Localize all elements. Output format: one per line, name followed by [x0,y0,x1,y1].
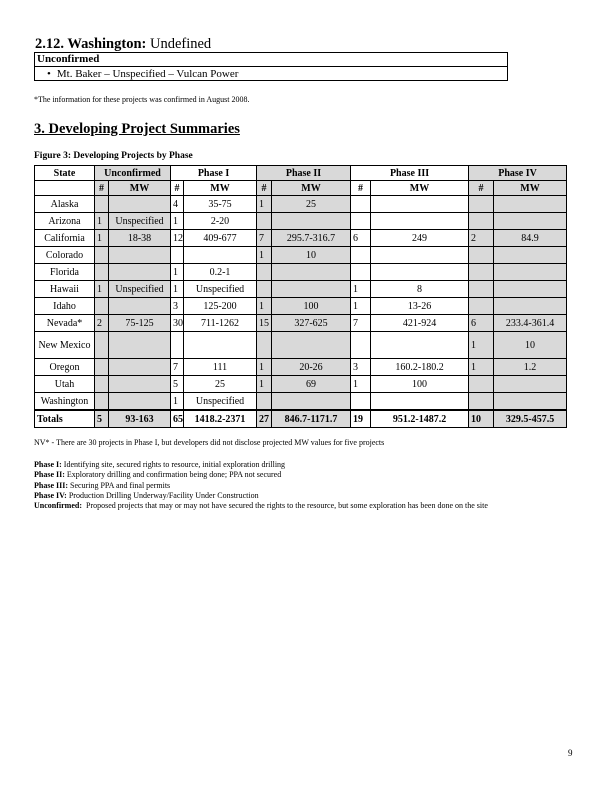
subheader-mw: MW [272,181,351,196]
state-cell: Colorado [35,247,95,264]
mw-cell [494,376,567,393]
table-totals-row [35,410,567,428]
count-cell: 12 [171,230,184,247]
count-cell: 1 [469,359,494,376]
definition-term: Phase III: [34,480,69,490]
count-cell [95,298,109,315]
subheader-blank [35,181,95,196]
mw-cell [494,393,567,411]
mw-cell: 10 [494,332,567,359]
mw-cell [371,393,469,411]
mw-cell: 18-38 [109,230,171,247]
count-cell [469,264,494,281]
count-cell: 1 [171,393,184,411]
count-cell: 4 [171,196,184,213]
mw-cell: 13-26 [371,298,469,315]
mw-cell [272,332,351,359]
mw-cell [371,247,469,264]
definition-text: Securing PPA and final permits [68,480,171,490]
mw-cell: 100 [371,376,469,393]
count-cell: 7 [257,230,272,247]
state-cell: California [35,230,95,247]
header-phase-1: Phase I [171,166,257,181]
subheader-count: # [257,181,272,196]
page-number: 9 [568,748,573,758]
mw-cell [109,393,171,411]
section-2-12-label: 2.12. Washington: [35,36,147,52]
mw-cell: 84.9 [494,230,567,247]
mw-cell: 233.4-361.4 [494,315,567,332]
subheader-count: # [171,181,184,196]
mw-cell: 951.2-1487.2 [371,410,469,428]
state-cell: Alaska [35,196,95,213]
count-cell [257,213,272,230]
count-cell [351,213,371,230]
mw-cell [272,213,351,230]
definition-term: Phase IV: [34,490,67,500]
mw-cell [109,264,171,281]
state-cell: Arizona [35,213,95,230]
count-cell: 1 [171,264,184,281]
mw-cell [109,359,171,376]
header-state: State [35,166,95,181]
mw-cell [494,298,567,315]
table-subheader-row [35,181,567,196]
count-cell: 27 [257,410,272,428]
mw-cell: Unspecified [184,281,257,298]
count-cell: 1 [351,281,371,298]
table-row [35,376,567,393]
confirmation-note: *The information for these projects was confirmed in August 2008. [34,95,250,104]
count-cell [469,247,494,264]
state-cell: New Mexico [35,332,95,359]
unconfirmed-header: Unconfirmed [35,53,507,67]
mw-cell [184,247,257,264]
count-cell [257,332,272,359]
table-row [35,196,567,213]
state-cell: Utah [35,376,95,393]
count-cell [351,264,371,281]
unconfirmed-item-text: Mt. Baker – Unspecified – Vulcan Power [56,68,239,80]
definition-term: Phase II: [34,470,65,480]
count-cell [95,393,109,411]
count-cell [171,247,184,264]
nevada-footnote: NV* - There are 30 projects in Phase I, but developers did not disclose projected MW values for five projects [34,438,385,447]
subheader-count: # [469,181,494,196]
count-cell: 1 [257,359,272,376]
mw-cell: 0.2-1 [184,264,257,281]
count-cell: 3 [171,298,184,315]
count-cell [95,359,109,376]
count-cell [351,332,371,359]
count-cell: 2 [469,230,494,247]
state-cell: Florida [35,264,95,281]
count-cell: 5 [171,376,184,393]
subheader-mw: MW [371,181,469,196]
count-cell: 65 [171,410,184,428]
definition-phase-4 [34,491,488,501]
mw-cell [494,264,567,281]
count-cell: 1 [257,196,272,213]
count-cell [469,393,494,411]
count-cell [95,196,109,213]
mw-cell [109,196,171,213]
mw-cell: 125-200 [184,298,257,315]
count-cell: 2 [95,315,109,332]
state-cell: Hawaii [35,281,95,298]
table-row [35,264,567,281]
count-cell: 1 [351,298,371,315]
section-2-12-heading [35,36,211,53]
mw-cell: 2-20 [184,213,257,230]
mw-cell: Unspecified [184,393,257,411]
count-cell [257,264,272,281]
count-cell: 1 [171,213,184,230]
count-cell: 1 [257,298,272,315]
table-row [35,298,567,315]
definition-text: Proposed projects that may or may not have secured the rights to the resource, but some exploration has been done on the site [82,501,488,511]
state-cell: Washington [35,393,95,411]
mw-cell: 25 [184,376,257,393]
count-cell [469,196,494,213]
header-phase-4: Phase IV [469,166,567,181]
state-cell: Nevada* [35,315,95,332]
count-cell: 5 [95,410,109,428]
mw-cell [272,281,351,298]
subheader-mw: MW [184,181,257,196]
unconfirmed-box [34,52,508,81]
table-row [35,393,567,411]
count-cell [469,298,494,315]
count-cell: 1 [351,376,371,393]
count-cell: 6 [351,230,371,247]
header-phase-2: Phase II [257,166,351,181]
table-row [35,247,567,264]
mw-cell: 846.7-1171.7 [272,410,351,428]
mw-cell: Unspecified [109,213,171,230]
table-row [35,230,567,247]
mw-cell [109,332,171,359]
mw-cell: 93-163 [109,410,171,428]
mw-cell: 249 [371,230,469,247]
count-cell: 30 [171,315,184,332]
mw-cell [371,264,469,281]
count-cell [95,247,109,264]
unconfirmed-item [47,68,238,81]
mw-cell [371,196,469,213]
definition-text: Exploratory drilling and confirmation being done; PPA not secured [64,470,282,480]
table-row [35,213,567,230]
mw-cell: 20-26 [272,359,351,376]
count-cell [95,332,109,359]
table-row [35,359,567,376]
mw-cell [272,264,351,281]
mw-cell: 329.5-457.5 [494,410,567,428]
state-cell: Totals [35,410,95,428]
count-cell: 1 [95,213,109,230]
section-2-12-status: Undefined [146,36,212,52]
count-cell [469,213,494,230]
mw-cell: 8 [371,281,469,298]
state-cell: Oregon [35,359,95,376]
phase-definitions [34,460,488,511]
mw-cell: 111 [184,359,257,376]
definition-phase-1 [34,460,488,470]
mw-cell [109,376,171,393]
bullet-icon: • [47,68,51,80]
header-unconfirmed: Unconfirmed [95,166,171,181]
count-cell: 1 [469,332,494,359]
count-cell [469,376,494,393]
subheader-count: # [351,181,371,196]
mw-cell: Unspecified [109,281,171,298]
mw-cell [494,213,567,230]
header-phase-3: Phase III [351,166,469,181]
count-cell [95,376,109,393]
count-cell: 19 [351,410,371,428]
table-header-row [35,166,567,181]
figure-caption: Figure 3: Developing Projects by Phase [34,151,193,161]
count-cell: 1 [257,247,272,264]
definition-phase-2 [34,470,488,480]
mw-cell: 35-75 [184,196,257,213]
definition-term: Phase I: [34,460,62,469]
table-row [35,332,567,359]
count-cell: 10 [469,410,494,428]
mw-cell: 25 [272,196,351,213]
table-row [35,281,567,298]
count-cell [469,281,494,298]
count-cell: 7 [171,359,184,376]
count-cell: 6 [469,315,494,332]
count-cell: 1 [95,281,109,298]
count-cell [351,196,371,213]
mw-cell [494,247,567,264]
mw-cell: 327-625 [272,315,351,332]
mw-cell: 1418.2-2371 [184,410,257,428]
projects-by-phase-table [34,165,567,428]
count-cell: 1 [171,281,184,298]
subheader-count: # [95,181,109,196]
mw-cell: 711-1262 [184,315,257,332]
mw-cell: 1.2 [494,359,567,376]
mw-cell: 100 [272,298,351,315]
mw-cell [494,196,567,213]
definition-text: Identifying site, secured rights to resource, initial exploration drilling [61,460,286,469]
definition-phase-3 [34,481,488,491]
mw-cell [184,332,257,359]
mw-cell [109,298,171,315]
mw-cell [272,393,351,411]
subheader-mw: MW [494,181,567,196]
count-cell: 3 [351,359,371,376]
subheader-mw: MW [109,181,171,196]
count-cell [257,281,272,298]
mw-cell [494,281,567,298]
count-cell [171,332,184,359]
table-row [35,315,567,332]
count-cell: 7 [351,315,371,332]
mw-cell: 160.2-180.2 [371,359,469,376]
mw-cell: 409-677 [184,230,257,247]
mw-cell [371,332,469,359]
count-cell [95,264,109,281]
section-3-heading: 3. Developing Project Summaries [34,121,240,137]
count-cell: 1 [257,376,272,393]
count-cell [257,393,272,411]
definition-unconfirmed [34,501,488,511]
definition-term: Unconfirmed: [34,501,82,511]
mw-cell [109,247,171,264]
state-cell: Idaho [35,298,95,315]
count-cell [351,393,371,411]
mw-cell: 10 [272,247,351,264]
mw-cell [371,213,469,230]
table-body [35,166,567,428]
mw-cell: 421-924 [371,315,469,332]
mw-cell: 75-125 [109,315,171,332]
count-cell [351,247,371,264]
mw-cell: 69 [272,376,351,393]
count-cell: 15 [257,315,272,332]
count-cell: 1 [95,230,109,247]
mw-cell: 295.7-316.7 [272,230,351,247]
definition-text: Production Drilling Underway/Facility Under Construction [66,490,259,500]
